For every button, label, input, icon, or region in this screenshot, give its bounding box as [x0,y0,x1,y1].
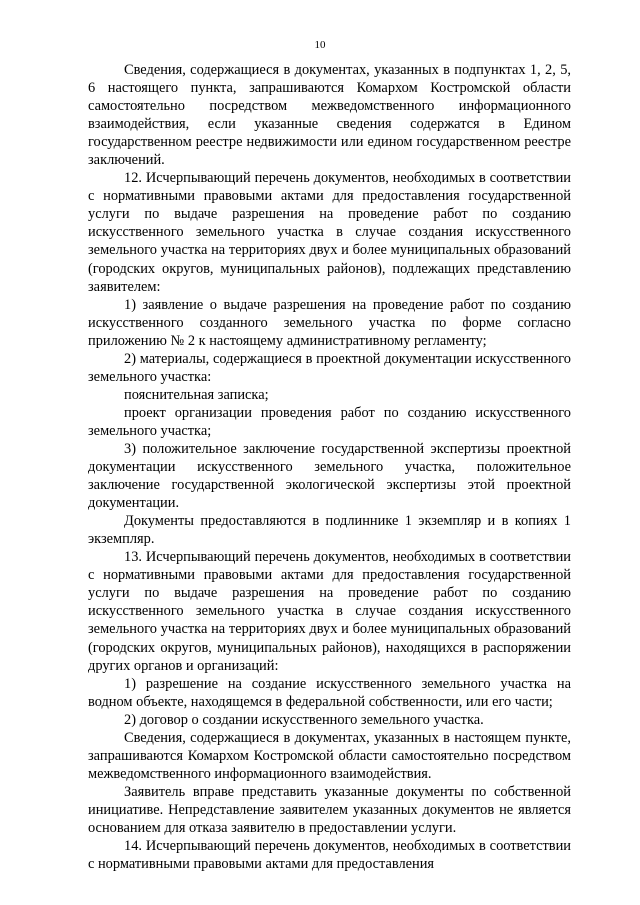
page-number: 10 [314,39,326,51]
paragraph: 1) заявление о выдаче разрешения на проведение работ по созданию искусственного созданного земельного участка по форме согласно приложению № 2 к настоящему административному регламенту; [88,296,571,349]
paragraph: Документы предоставляются в подлиннике 1 экземпляр и в копиях 1 экземпляр. [88,513,571,548]
paragraph: Сведения, содержащиеся в документах, указанных в настоящем пункте, запрашиваются Комархом Костромской области самостоятельно посредством межведомственного информационного взаимодействия. [88,729,571,782]
paragraph: 2) договор о создании искусственного земельного участка. [124,711,484,728]
paragraph: 14. Исчерпывающий перечень документов, необходимых в соответствии с нормативными правовыми актами для предоставления [88,838,571,873]
paragraph: 2) материалы, содержащиеся в проектной документации искусственного земельного участка: [88,350,571,385]
paragraph: 13. Исчерпывающий перечень документов, необходимых в соответствии с нормативными правовыми актами для предоставления государственной услуги по выдаче разрешения на проведение работ по созданию искусственного земельного участка в случае создания искусственного земельного участка на территориях двух и более муниципальных образований (городских округов, муниципальных районов), находящихся в распоряжении других органов и организаций: [88,549,571,674]
paragraph: 3) положительное заключение государственной экспертизы проектной документации искусственного земельного участка, положительное заключение государственной экологической экспертизы этой проектной документации. [88,440,571,512]
paragraph: Заявитель вправе представить указанные документы по собственной инициативе. Непредставление заявителем указанных документов не является основанием для отказа заявителю в предоставлении услуги. [88,783,571,836]
paragraph: Сведения, содержащиеся в документах, указанных в подпунктах 1, 2, 5, 6 настоящего пункта, запрашиваются Комархом Костромской области самостоятельно посредством межведомственного информационного взаимодействия, если указанные сведения содержатся в Едином государственном реестре недвижимости или едином государственном реестре заключений. [88,62,571,169]
paragraph: проект организации проведения работ по созданию искусственного земельного участка; [88,404,571,439]
paragraph: пояснительная записка; [124,386,269,403]
document-body [88,61,571,873]
paragraph: 12. Исчерпывающий перечень документов, необходимых в соответствии с нормативными правовыми актами для предоставления государственной услуги по выдаче разрешения на проведение работ по созданию искусственного земельного участка в случае создания искусственного земельного участка на территориях двух и более муниципальных образований (городских округов, муниципальных районов), подлежащих представлению заявителем: [88,170,571,295]
paragraph: 1) разрешение на создание искусственного земельного участка на водном объекте, находящемся в федеральной собственности, или его части; [88,675,571,710]
